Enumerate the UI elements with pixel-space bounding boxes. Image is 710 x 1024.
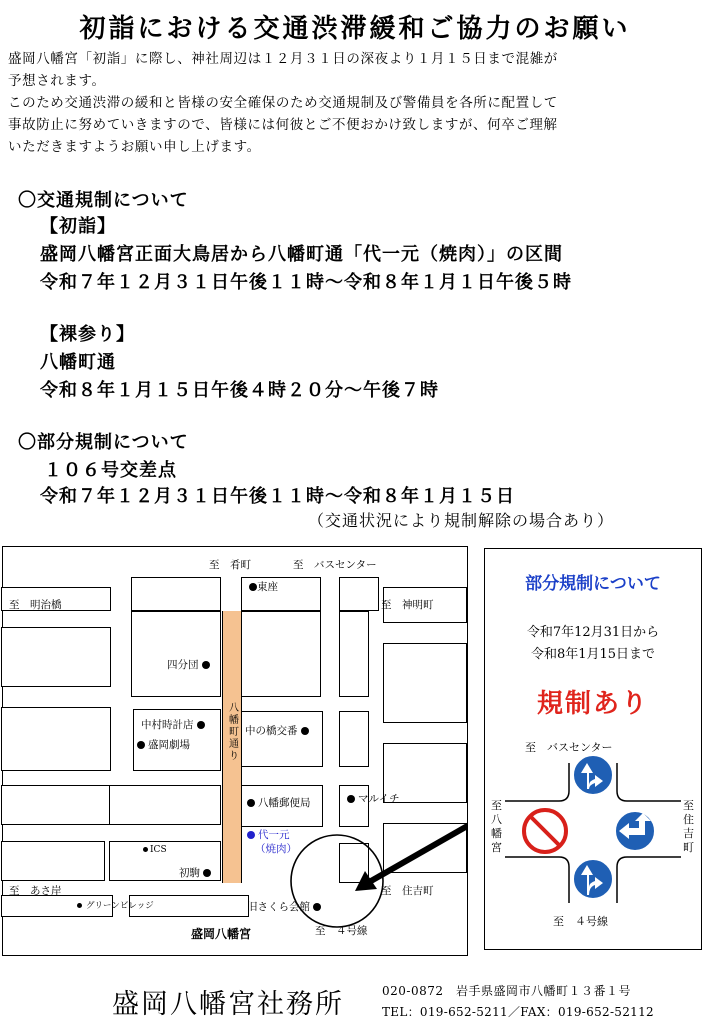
- intro-line-1: 盛岡八幡宮「初詣」に際し、神社周辺は１２月３１日の深夜より１月１５日まで混雑が: [8, 51, 558, 67]
- road-edge: [505, 763, 569, 801]
- sign-straight-right-bottom-icon: [573, 859, 613, 899]
- hadaka-area: 八幡町通: [40, 352, 116, 373]
- landmark-green-village: グリーンビレッジ: [77, 899, 154, 911]
- partial-regulation-panel: [484, 548, 702, 950]
- hatsumode-label: 【初詣】: [40, 216, 116, 237]
- landmark-yakiniku: （焼肉）: [255, 843, 297, 855]
- street-name: 八幡町通り: [229, 703, 239, 762]
- landmark-kyu-sakura: 旧さくら会館: [247, 899, 321, 914]
- office-tel: TEL：019-652-5211／FAX：019-652-52112: [382, 1005, 654, 1019]
- to-asagishi: 至 あさ岸: [9, 885, 62, 897]
- landmark-yubinkyoku: 八幡郵便局: [247, 795, 311, 810]
- office-address: 020-0872 岩手県盛岡市八幡町１３番１号: [382, 984, 631, 998]
- to-sakanacho: 至 肴町: [209, 559, 251, 571]
- intersection-diagram: [485, 549, 701, 949]
- landmark-hatsukoma: 初駒: [179, 865, 211, 880]
- panel-from: 令和7年12月31日から: [526, 625, 660, 640]
- road-edge: [617, 857, 681, 903]
- landmark-ics: ICS: [143, 845, 167, 855]
- intro-line-5: いただきますようお願い申し上げます。: [8, 139, 261, 155]
- office-name: 盛岡八幡宮社務所: [112, 989, 344, 1020]
- intro-line-4: 事故防止に努めていきますので、皆様には何彼とご不便おかけ致しますが、何卒ご理解: [8, 117, 558, 133]
- intro-line-3: このため交通渋滞の緩和と皆様の安全確保のため交通規制及び警備員を各所に配置して: [8, 95, 558, 111]
- to-shinmeicho: 至 神明町: [381, 599, 434, 611]
- panel-to-route4: 至 ４号線: [553, 915, 608, 928]
- hadaka-time: 令和８年１月１５日午後４時２０分～午後７時: [40, 380, 439, 401]
- intro-line-2: 予想されます。: [8, 73, 106, 89]
- hatsumode-area: 盛岡八幡宮正面大鳥居から八幡町通「代一元（焼肉）」の区間: [40, 244, 563, 265]
- pointer-arrow-shaft: [371, 825, 467, 881]
- partial-time: 令和７年１２月３１日午後１１時～令和８年１月１５日: [40, 486, 515, 507]
- landmark-nakamura: 中村時計店: [141, 717, 205, 732]
- landmark-morioka-gekijo: 盛岡劇場: [137, 737, 190, 752]
- landmark-shibundan: 四分団: [167, 657, 210, 672]
- partial-note: （交通状況により規制解除の場合あり）: [308, 511, 615, 530]
- sign-straight-right-icon: [573, 755, 613, 795]
- hadaka-label: 【裸参り】: [40, 324, 135, 345]
- panel-to-hachimangu: 至八幡宮: [491, 799, 502, 854]
- no-entry-icon: [524, 810, 566, 852]
- landmark-nakanohashi: 中の橋交番: [245, 723, 309, 738]
- sign-left-straight-icon: [615, 811, 655, 851]
- partial-place: １０６号交差点: [44, 460, 177, 481]
- traffic-heading: 〇交通規制について: [18, 190, 189, 211]
- road-edge: [617, 763, 681, 801]
- panel-heading: 部分規制について: [525, 574, 661, 594]
- panel-to-sumiyoshicho: 至住吉町: [683, 799, 694, 854]
- landmark-higashiza: 東座: [249, 579, 278, 594]
- intersection-highlight: [3, 547, 467, 955]
- area-map: [2, 546, 468, 956]
- to-sumiyoshicho: 至 住吉町: [381, 885, 434, 897]
- to-bus-center: 至 バスセンター: [293, 559, 377, 571]
- landmark-shrine: 盛岡八幡宮: [191, 927, 252, 941]
- panel-to-bus-center: 至 バスセンター: [525, 741, 613, 754]
- page-title: 初詣における交通渋滞緩和ご協力のお願い: [79, 14, 631, 44]
- landmark-maruichi: マルイチ: [347, 791, 399, 806]
- panel-until: 令和8年1月15日まで: [530, 647, 656, 662]
- road-edge: [505, 857, 569, 903]
- hatsumode-time: 令和７年１２月３１日午後１１時～令和８年１月１日午後５時: [40, 272, 572, 293]
- panel-status: 規制あり: [536, 689, 649, 719]
- partial-heading: 〇部分規制について: [18, 432, 189, 453]
- landmark-daiichigen: 代一元: [247, 827, 290, 842]
- to-meijibashi: 至 明治橋: [9, 599, 62, 611]
- to-route4: 至 ４号線: [315, 925, 368, 937]
